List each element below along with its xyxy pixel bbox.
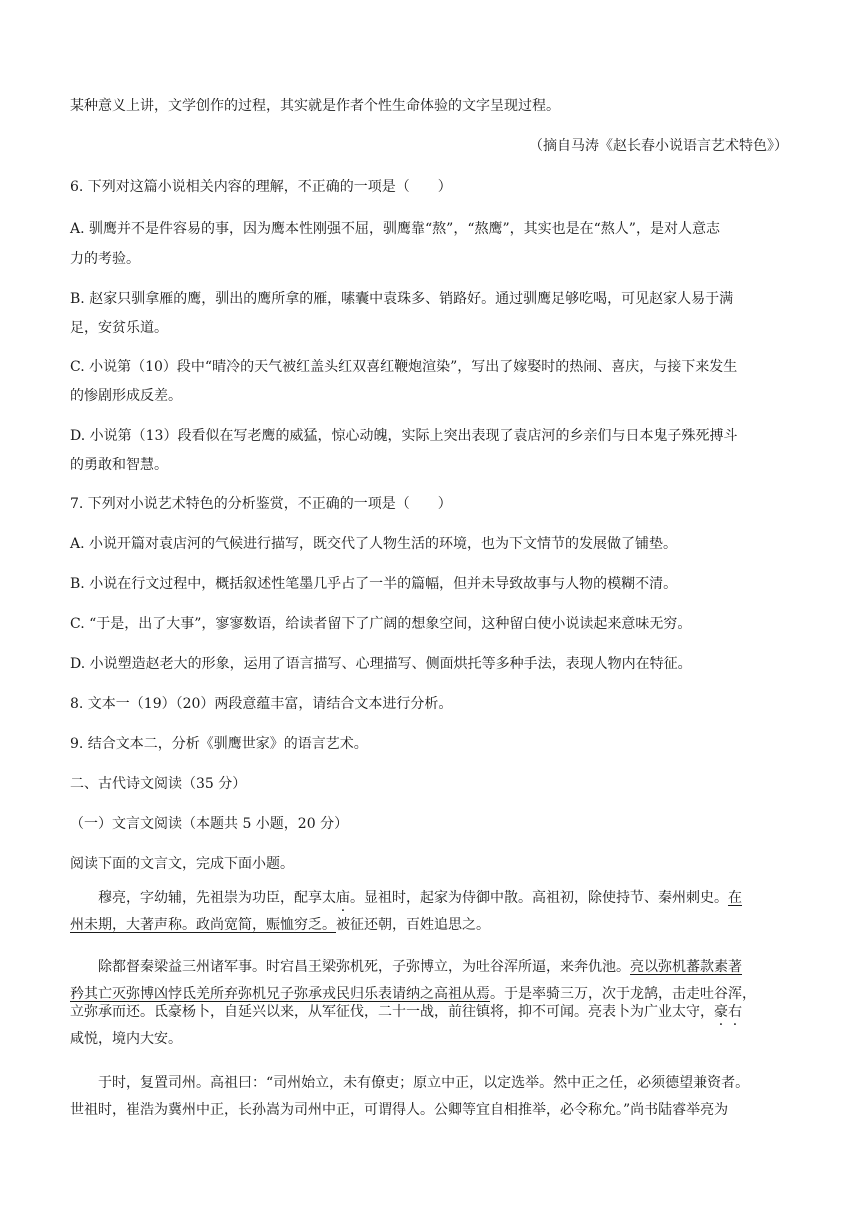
q6-option-d-cont: 的勇敢和智慧。 <box>70 457 168 473</box>
passage-p2-line2: 矜其亡灭弥博凶悖氐羌所弃弥机兄子弥承戎民归乐表请纳之高祖从焉。于是率骑三万，次于龙鹄，击走吐谷浑， <box>70 986 756 1002</box>
underlined-text: 州未期，大著声称。政尚宽简，赈恤穷乏。 <box>70 917 336 933</box>
passage-p1-line2: 州未期，大著声称。政尚宽简，赈恤穷乏。被征还朝，百姓追思之。 <box>70 917 490 933</box>
underlined-text: 亮以弥机蕃款素著 <box>630 959 742 975</box>
underlined-text: 在 <box>728 890 742 906</box>
q6-option-a-cont: 力的考验。 <box>70 251 140 267</box>
q6-option-c-cont: 的惨剧形成反差。 <box>70 388 182 404</box>
q6-option-c: C. 小说第（10）段中“晴冷的天气被红盖头红双喜红鞭炮渲染”，写出了嫁娶时的热闹、喜庆，与接下来发生 <box>70 359 738 375</box>
text-line: 某种意义上讲，文学创作的过程，其实就是作者个性生命体验的文字呈现过程。 <box>70 98 560 114</box>
emphasis-dot-char: 右 <box>728 1004 742 1020</box>
passage-p3-line2: 世祖时，崔浩为冀州中正，长孙嵩为司州中正，可谓得人。公卿等宜自相推举，必令称允。”尚书陆睿举亮为 <box>70 1102 729 1118</box>
q7-option-b: B. 小说在行文过程中，概括叙述性笔墨几乎占了一半的篇幅，但并未导致故事与人物的模糊不清。 <box>70 576 678 592</box>
passage-p3-line1: 于时，复置司州。高祖曰：“司州始立，未有僚吏；原立中正，以定选举。然中正之任，必须德望兼资者。 <box>98 1075 750 1091</box>
instruction: 阅读下面的文言文，完成下面小题。 <box>70 856 294 872</box>
q6-option-b: B. 赵家只驯拿雁的鹰，驯出的鹰所拿的雁，嗉囊中袁珠多、销路好。通过驯鹰足够吃喝，可见赵家人易于满 <box>70 291 734 307</box>
passage-p2-line1: 除都督秦梁益三州诸军事。时宕昌王梁弥机死，子弥博立，为吐谷浑所逼，来奔仇池。亮以弥机蕃款素著 <box>98 959 742 975</box>
section-heading: 二、古代诗文阅读（35 分） <box>70 776 247 792</box>
q7-option-a: A. 小说开篇对袁店河的气候进行描写，既交代了人物生活的环境，也为下文情节的发展做了铺垫。 <box>70 536 678 552</box>
question-9: 9. 结合文本二，分析《驯鹰世家》的语言艺术。 <box>70 736 368 752</box>
q6-option-d: D. 小说第（13）段看似在写老鹰的威猛，惊心动魄，实际上突出表现了袁店河的乡亲们与日本鬼子殊死搏斗 <box>70 428 738 444</box>
question-8: 8. 文本一（19）（20）两段意蕴丰富，请结合文本进行分析。 <box>70 696 453 712</box>
emphasis-dot-char: 豪 <box>714 1004 728 1020</box>
question-7: 7. 下列对小说艺术特色的分析鉴赏，不正确的一项是（ ） <box>70 496 452 512</box>
passage-p1-line1: 穆亮，字幼辅，先祖崇为功臣，配享太庙。显祖时，起家为侍御中散。高祖初，除使持节、秦州刺史。在 <box>98 890 742 906</box>
passage-p2-line3: 立弥承而还。氐豪杨卜，自延兴以来，从军征伐，二十一战，前往镇将，抑不可闻。亮表卜为广业太守，豪右 <box>70 1004 742 1020</box>
q6-option-b-cont: 足，安贫乐道。 <box>70 320 168 336</box>
underlined-text: 矜其亡灭弥博凶悖氐羌所弃弥机兄子弥承戎民归乐表请纳之高祖从焉 <box>70 986 490 1002</box>
emphasis-dot-char: 庙 <box>336 890 350 906</box>
q7-option-c: C. “于是，出了大事”，寥寥数语，给读者留下了广阔的想象空间，这种留白使小说读起来意味无穷。 <box>70 616 692 632</box>
subsection-heading: （一）文言文阅读（本题共 5 小题，20 分） <box>70 816 349 832</box>
passage-p2-line4: 咸悦，境内大安。 <box>70 1031 182 1047</box>
q7-option-d: D. 小说塑造赵老大的形象，运用了语言描写、心理描写、侧面烘托等多种手法，表现人物内在特征。 <box>70 656 692 672</box>
q6-option-a: A. 驯鹰并不是件容易的事，因为鹰本性刚强不屈，驯鹰靠“熬”，“熬鹰”，其实也是在“熬人”，是对人意志 <box>70 221 720 237</box>
question-6: 6. 下列对这篇小说相关内容的理解，不正确的一项是（ ） <box>70 179 452 195</box>
source-citation: （摘自马涛《赵长春小说语言艺术特色》） <box>529 138 788 154</box>
